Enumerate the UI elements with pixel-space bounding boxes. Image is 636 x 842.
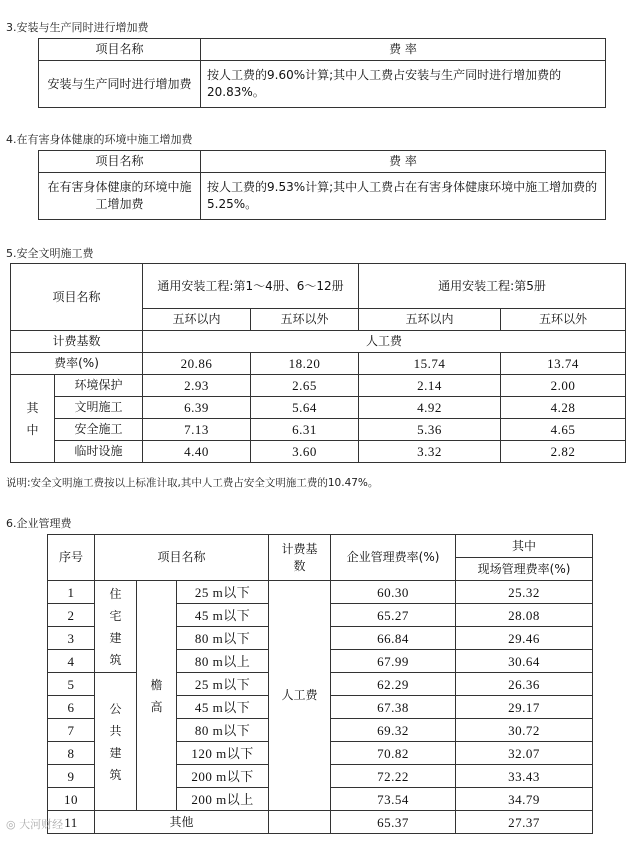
watermark [6,816,63,832]
item-value: 3.32 [359,441,501,463]
row-site-rate: 29.17 [456,696,593,719]
rate-desc: 按人工费的9.53%计算;其中人工费占在有害身体健康环境中施工增加费的5.25%。 [201,173,606,220]
row-seq: 6 [48,696,95,719]
among-label: 其 中 [11,375,55,463]
header-group-1: 通用安装工程:第1～4册、6～12册 [143,264,359,309]
row-rate: 72.22 [331,765,456,788]
header-inner: 五环以内 [359,309,501,331]
header-item-name: 项目名称 [95,535,269,581]
row-seq: 11 [48,811,95,834]
row-rate: 60.30 [331,581,456,604]
row-seq: 10 [48,788,95,811]
rate-value: 15.74 [359,353,501,375]
row-site-rate: 34.79 [456,788,593,811]
rate-value: 20.86 [143,353,251,375]
header-site-rate: 现场管理费率(%) [456,558,593,581]
item-value: 2.00 [501,375,626,397]
row-height: 25 m以下 [177,581,269,604]
base-value: 人工费 [143,331,626,353]
item-value: 3.60 [251,441,359,463]
base-value: 人工费 [269,581,331,811]
watermark-text: 大河财经 [19,818,64,831]
section3-table [38,38,606,108]
item-name: 在有害身体健康的环境中施工增加费 [39,173,201,220]
other-base [269,811,331,834]
rate-label: 费率(%) [11,353,143,375]
section5-note: 说明:安全文明施工费按以上标准计取,其中人工费占安全文明施工费的10.47%。 [6,477,379,489]
row-seq: 4 [48,650,95,673]
item-value: 2.14 [359,375,501,397]
item-value: 4.40 [143,441,251,463]
item-value: 4.28 [501,397,626,419]
row-seq: 9 [48,765,95,788]
item-name: 安装与生产同时进行增加费 [39,61,201,108]
item-value: 7.13 [143,419,251,441]
header-rate: 企业管理费率(%) [331,535,456,581]
section5-title: 5.安全文明施工费 [6,247,94,260]
section4-title: 4.在有害身体健康的环境中施工增加费 [6,133,193,146]
section6-table [47,534,593,834]
header-outer: 五环以外 [251,309,359,331]
row-height: 45 m以下 [177,696,269,719]
row-seq: 8 [48,742,95,765]
header-item-name: 项目名称 [39,39,201,61]
row-height: 25 m以下 [177,673,269,696]
rate-value: 13.74 [501,353,626,375]
row-site-rate: 27.37 [456,811,593,834]
base-label: 计费基数 [11,331,143,353]
item-value: 2.93 [143,375,251,397]
header-rate: 费 率 [201,39,606,61]
header-item-name: 项目名称 [39,151,201,173]
item-value: 5.36 [359,419,501,441]
row-site-rate: 29.46 [456,627,593,650]
row-height: 80 m以下 [177,719,269,742]
row-rate: 67.99 [331,650,456,673]
row-height: 45 m以下 [177,604,269,627]
item-value: 2.65 [251,375,359,397]
row-seq: 2 [48,604,95,627]
residential-label: 住 宅 建 筑 [95,581,137,673]
eave-label: 檐 高 [137,581,177,811]
row-site-rate: 32.07 [456,742,593,765]
row-height: 120 m以下 [177,742,269,765]
row-rate: 66.84 [331,627,456,650]
section6-title: 6.企业管理费 [6,517,72,530]
row-site-rate: 30.64 [456,650,593,673]
header-base: 计费基数 [269,535,331,581]
watermark-logo-icon: ◎ [6,818,20,831]
other-label: 其他 [95,811,269,834]
row-seq: 1 [48,581,95,604]
header-inner: 五环以内 [143,309,251,331]
row-height: 200 m以下 [177,765,269,788]
header-seq: 序号 [48,535,95,581]
row-site-rate: 26.36 [456,673,593,696]
header-outer: 五环以外 [501,309,626,331]
row-site-rate: 30.72 [456,719,593,742]
row-rate: 67.38 [331,696,456,719]
row-rate: 65.37 [331,811,456,834]
item-name: 文明施工 [55,397,143,419]
row-site-rate: 25.32 [456,581,593,604]
row-rate: 65.27 [331,604,456,627]
row-site-rate: 33.43 [456,765,593,788]
row-seq: 7 [48,719,95,742]
row-seq: 5 [48,673,95,696]
row-site-rate: 28.08 [456,604,593,627]
row-height: 80 m以上 [177,650,269,673]
row-rate: 69.32 [331,719,456,742]
item-name: 临时设施 [55,441,143,463]
row-seq: 3 [48,627,95,650]
item-value: 6.39 [143,397,251,419]
item-value: 4.65 [501,419,626,441]
section3-title: 3.安装与生产同时进行增加费 [6,21,149,34]
section5-table [10,263,626,463]
public-label: 公 共 建 筑 [95,673,137,811]
item-name: 环境保护 [55,375,143,397]
header-rate: 费 率 [201,151,606,173]
header-item-name: 项目名称 [11,264,143,331]
rate-desc: 按人工费的9.60%计算;其中人工费占安装与生产同时进行增加费的20.83%。 [201,61,606,108]
section4-table [38,150,606,220]
rate-value: 18.20 [251,353,359,375]
header-among: 其中 [456,535,593,558]
item-value: 4.92 [359,397,501,419]
row-height: 80 m以下 [177,627,269,650]
row-height: 200 m以上 [177,788,269,811]
row-rate: 70.82 [331,742,456,765]
row-rate: 62.29 [331,673,456,696]
item-value: 6.31 [251,419,359,441]
item-value: 2.82 [501,441,626,463]
row-rate: 73.54 [331,788,456,811]
item-value: 5.64 [251,397,359,419]
header-group-2: 通用安装工程:第5册 [359,264,626,309]
item-name: 安全施工 [55,419,143,441]
